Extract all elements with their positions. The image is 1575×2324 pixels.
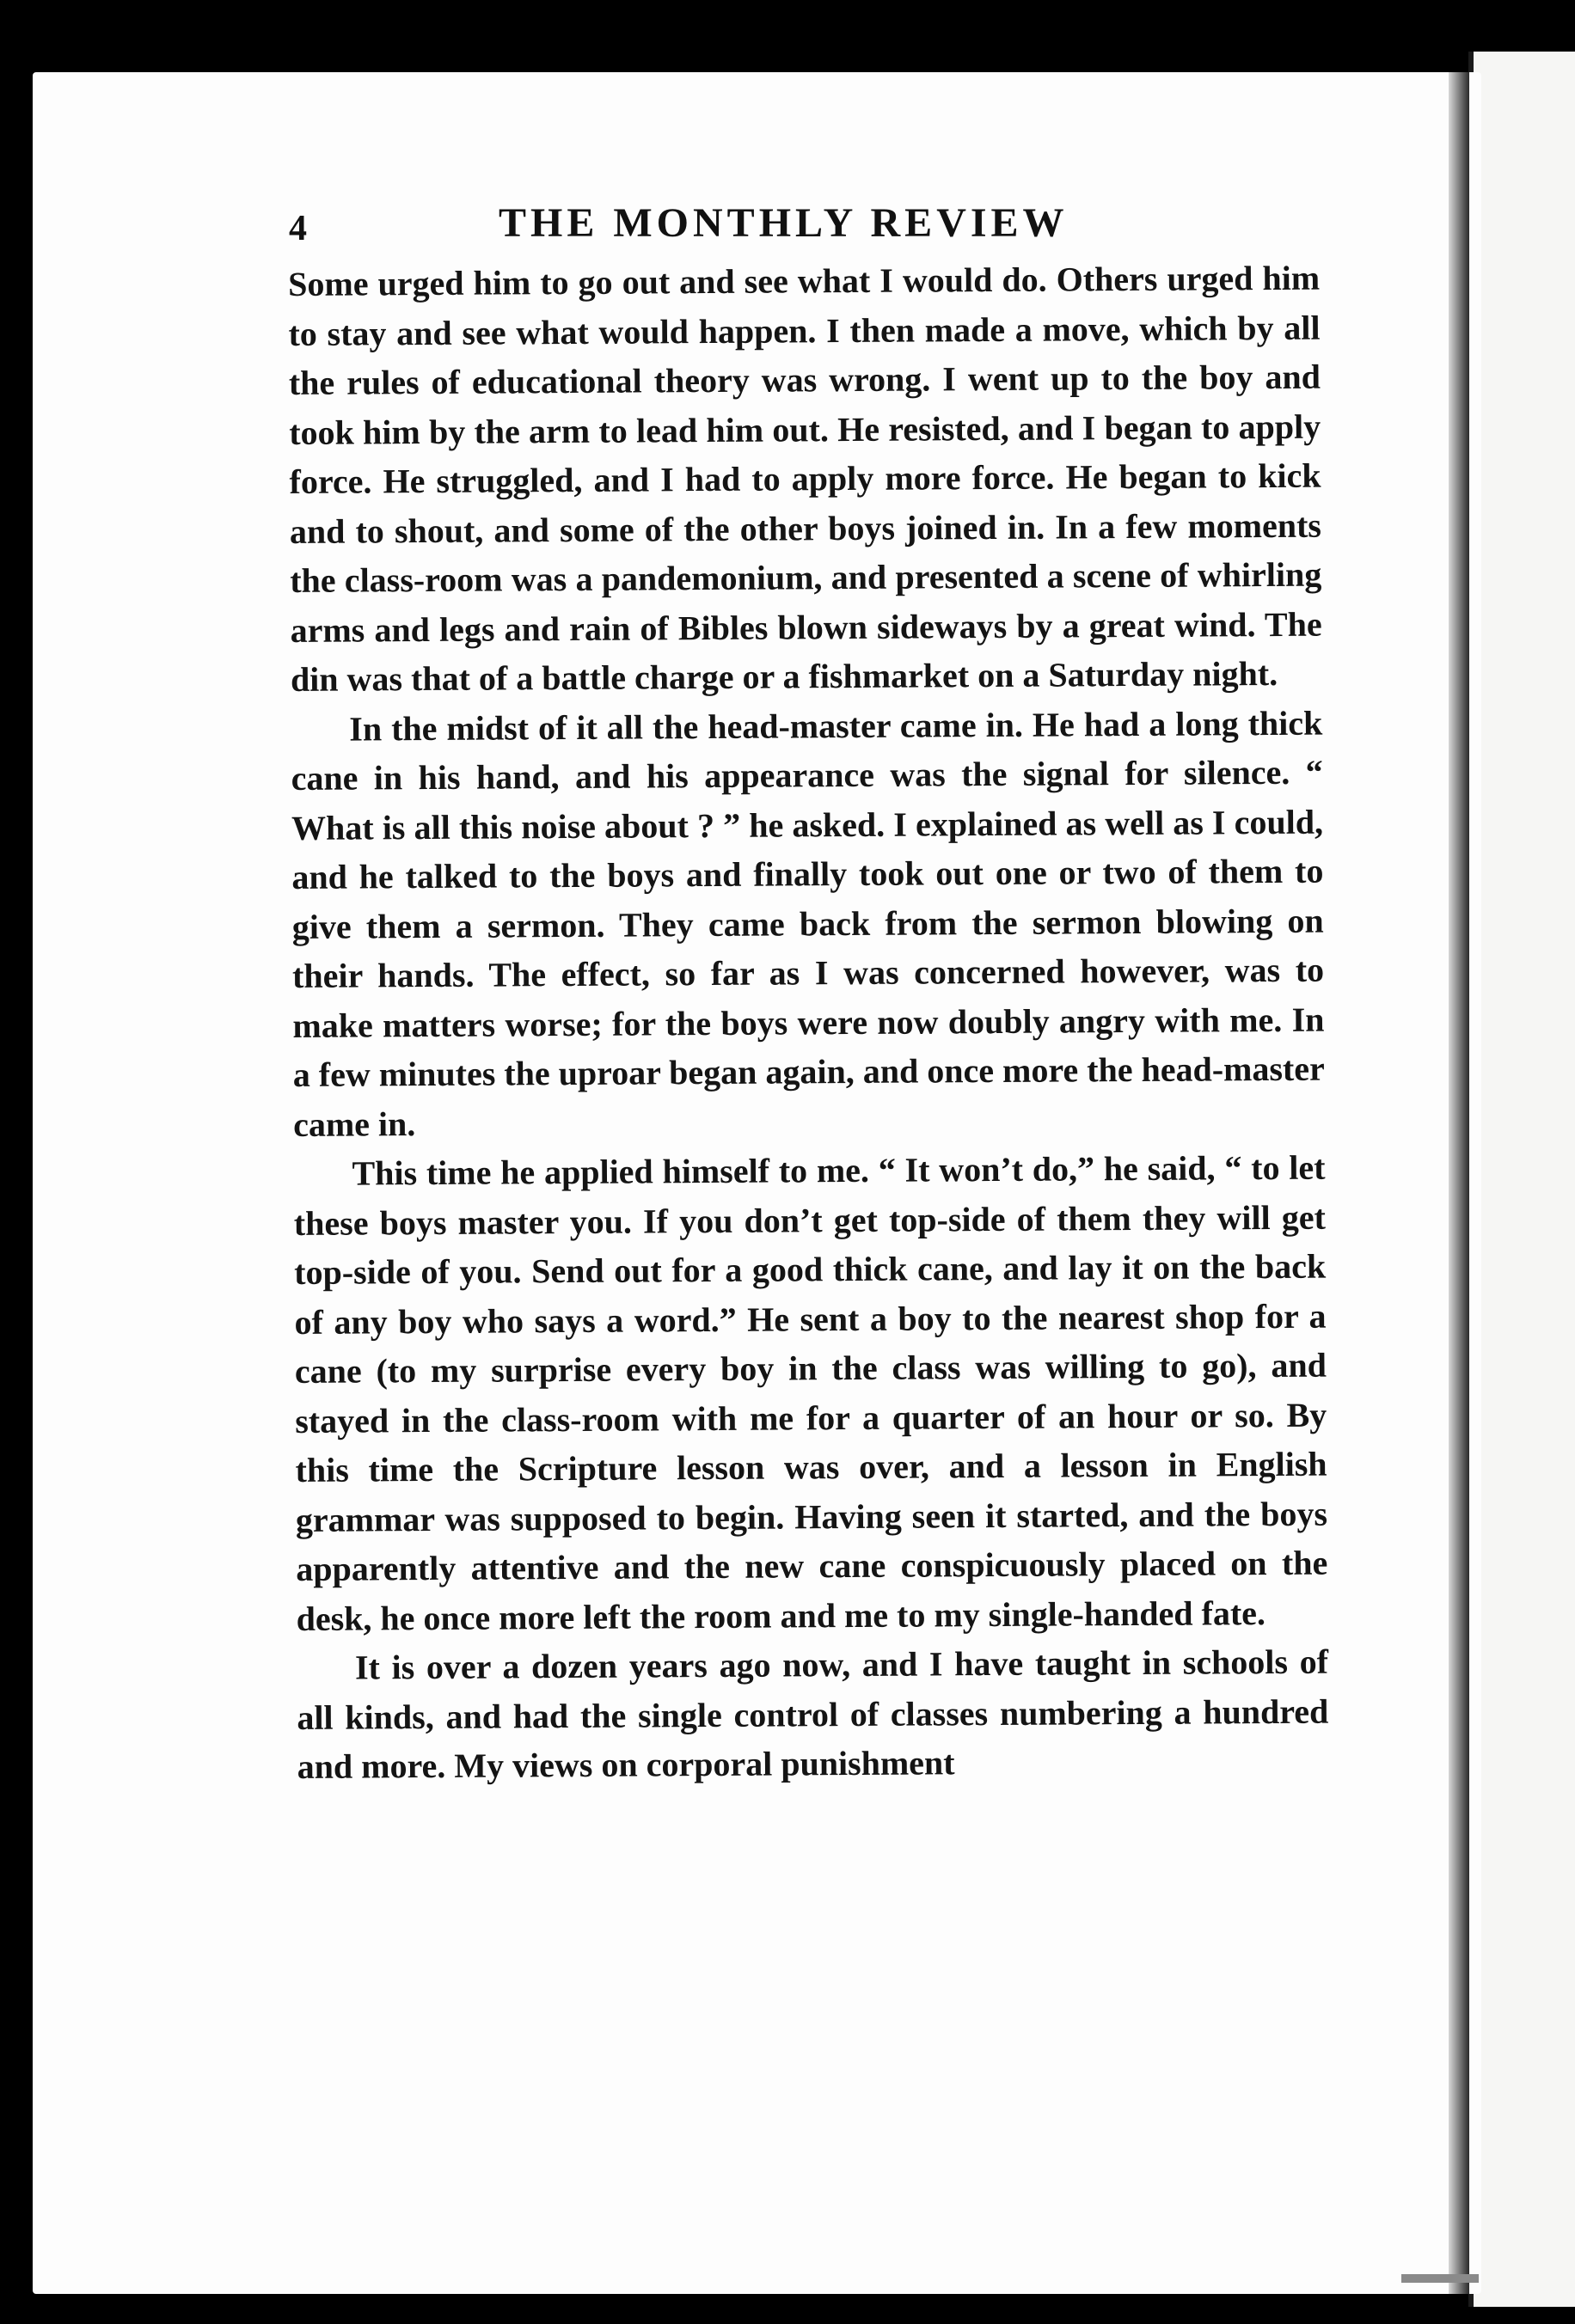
page-bottom-strip — [1401, 2274, 1479, 2283]
paragraph: This time he applied himself to me. “ It won’t do,” he said, “ to let these boys master you. If you don’t get top-side of them they will get top-side of you. Send out for a good thick cane, and lay it on the back of any boy who says a word.” He sent a boy to the nearest shop for a cane (to my surprise every boy in the class was willing to go), and stayed in the class-room with me for a quarter of an hour or so. By this time the Scripture lesson was over, and a lesson in English grammar was supposed to begin. Having seen it started, and the boys apparently attentive and the new cane conspicuously placed on the desk, he once more left the room and me to my single-handed fate. — [293, 1147, 1328, 1638]
page-header — [251, 193, 1360, 253]
adjacent-page-edge — [1468, 52, 1575, 2307]
paragraph: Some urged him to go out and see what I would do. Others urged him to stay and see what would happen. I then made a move, which by all the rules of educational theory was wrong. I went up to the boy and took him by the arm to lead him out. He resisted, and I began to apply force. He struggled, and I had to apply more force. He began to kick and to shout, and some of the other boys joined in. In a few moments the class-room was a pandemonium, and presented a scene of whirling arms and legs and rain of Bibles blown sideways by a great wind. The din was that of a battle charge or a fishmarket on a Saturday night. — [288, 258, 1322, 699]
paragraph: In the midst of it all the head-master came in. He had a long thick cane in his hand, and his appearance was the signal for silence. “ What is all this noise about ? ” he asked. I explained as well as I could, and he talked to the boys and finally took out one or two of them to give them a sermon. They came back from the sermon blowing on their hands. The effect, so far as I was concerned however, was to make matters worse; for the boys were now doubly angry with me. In a few minutes the uproar began again, and once more the head-master came in. — [291, 703, 1325, 1144]
gutter-shadow — [1449, 72, 1469, 2294]
running-title: THE MONTHLY REVIEW — [499, 200, 1069, 246]
paragraph: It is over a dozen years ago now, and I have taught in schools of all kinds, and had the single control of classes numbering a hundred and more. My views on corporal punishment — [297, 1642, 1329, 1786]
page-body — [288, 254, 1329, 1792]
page-number: 4 — [289, 209, 307, 248]
